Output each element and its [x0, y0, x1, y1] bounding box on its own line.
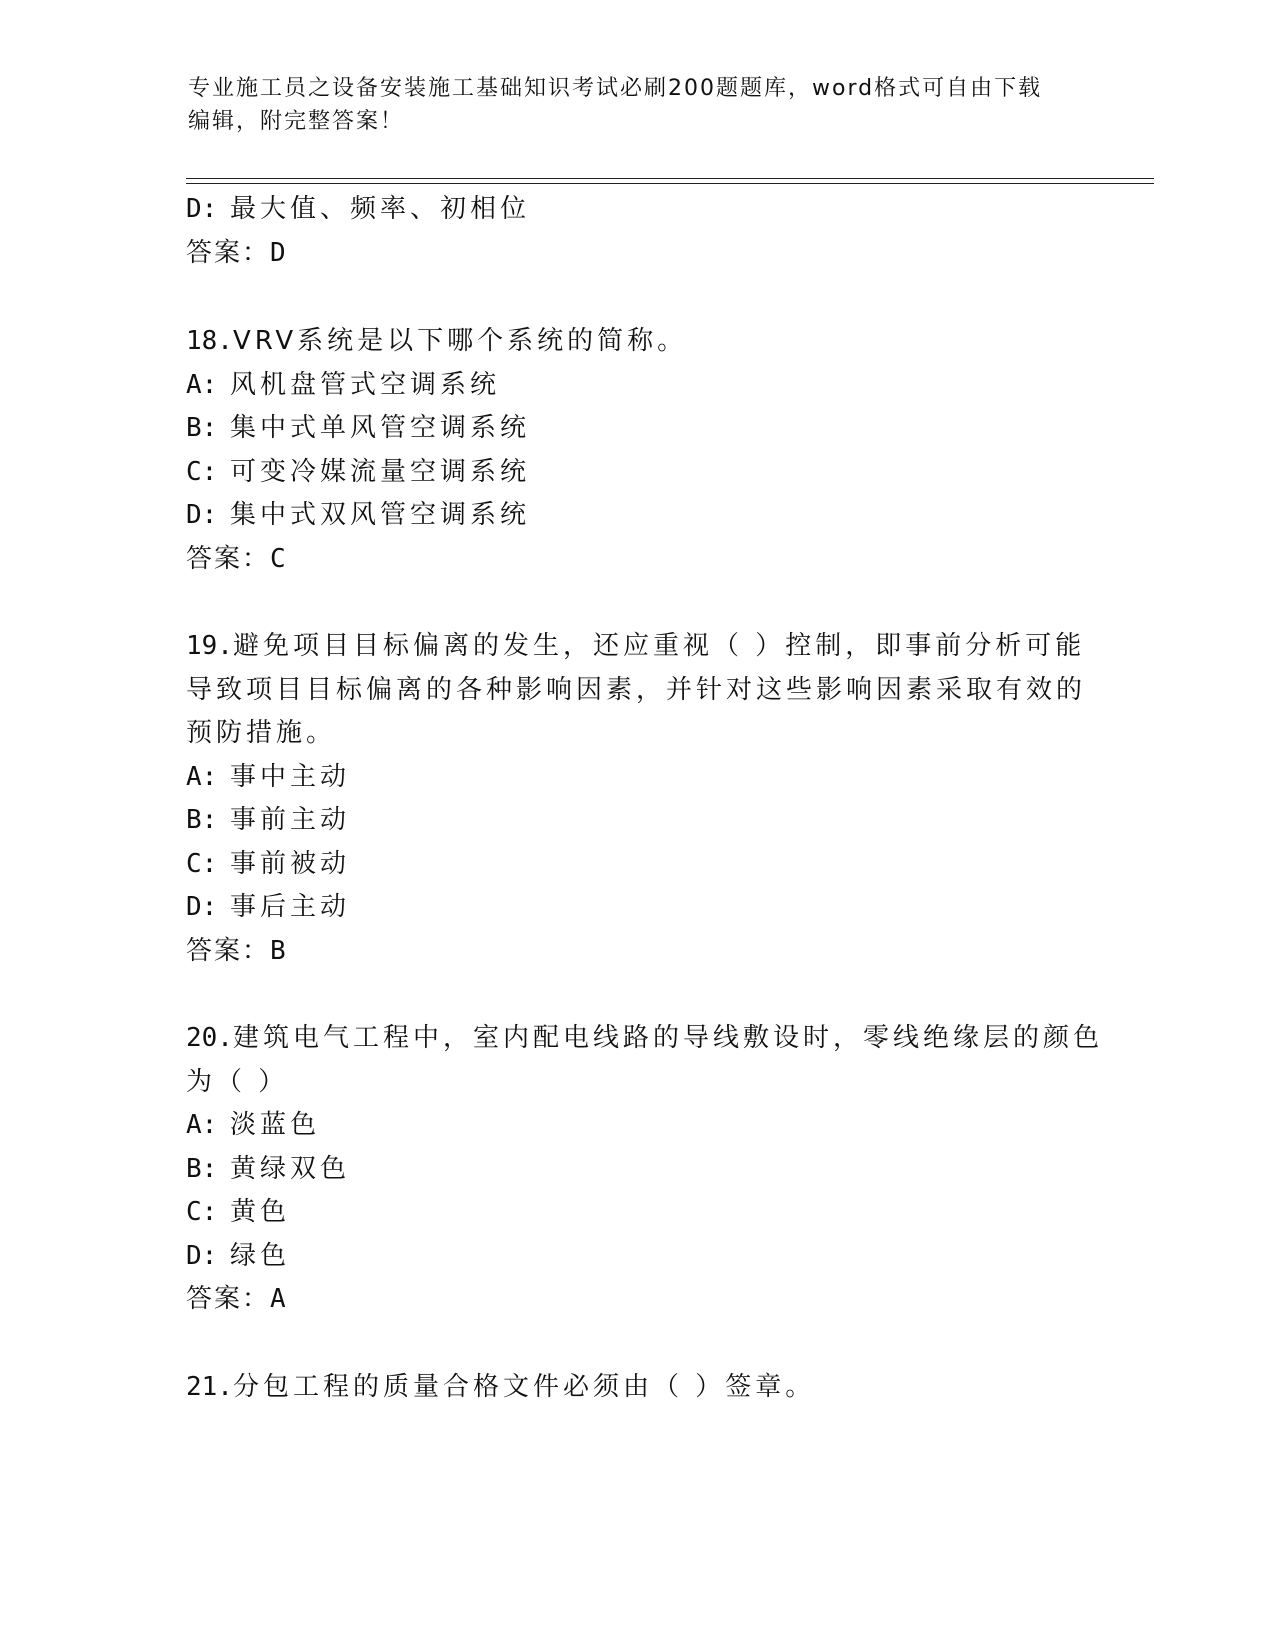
q19-stem-line-3: 预防措施。: [186, 718, 337, 748]
option-label: B:: [186, 805, 218, 835]
q20-stem-line-2: 为（ ）: [186, 1067, 289, 1097]
q20-answer: [186, 1282, 286, 1316]
header-title-line-2: 编辑，附完整答案！: [188, 109, 405, 134]
question-number: 21.: [186, 1372, 233, 1402]
question-number: 18.: [186, 326, 233, 356]
q20-stem-line-1: [186, 1021, 1103, 1055]
option-label: B:: [186, 1154, 218, 1184]
option-text: 黄色: [230, 1197, 291, 1227]
option-text: 最大值、频率、初相位: [230, 194, 531, 224]
answer-value: B: [270, 936, 286, 966]
option-text: 可变冷媒流量空调系统: [230, 457, 531, 487]
q19-answer: [186, 934, 286, 968]
header-title-line-1: 专业施工员之设备安装施工基础知识考试必刷200题题库，word格式可自由下载: [188, 76, 1043, 101]
question-number: 19.: [186, 631, 233, 661]
option-label: D:: [186, 194, 218, 224]
q19-option-d: [186, 890, 350, 924]
q19-stem-line-1: [186, 629, 1085, 663]
q17-option-d: [186, 192, 530, 226]
q21-stem: [186, 1370, 815, 1404]
q20-option-d: [186, 1239, 290, 1273]
option-text: 风机盘管式空调系统: [230, 370, 501, 400]
option-text: 黄绿双色: [230, 1154, 351, 1184]
option-label: A:: [186, 762, 218, 792]
q19-option-a: [186, 760, 350, 794]
q20-option-b: [186, 1152, 350, 1186]
answer-value: A: [270, 1284, 286, 1314]
option-label: C:: [186, 457, 218, 487]
option-text: 事后主动: [230, 892, 351, 922]
question-number: 20.: [186, 1023, 233, 1053]
option-label: D:: [186, 1241, 218, 1271]
option-text: 事前主动: [230, 805, 351, 835]
option-text: 集中式双风管空调系统: [230, 500, 531, 530]
answer-label: 答案：: [186, 936, 271, 966]
answer-label: 答案：: [186, 238, 271, 268]
answer-value: D: [270, 238, 286, 268]
option-label: B:: [186, 413, 218, 443]
option-text: 事中主动: [230, 762, 351, 792]
q19-option-b: [186, 803, 350, 837]
question-text: 分包工程的质量合格文件必须由（ ）签章。: [232, 1372, 816, 1402]
option-label: D:: [186, 892, 218, 922]
q18-option-c: [186, 455, 530, 489]
question-text: VRV系统是以下哪个系统的简称。: [232, 326, 688, 356]
option-text: 绿色: [230, 1241, 291, 1271]
question-text: 建筑电气工程中，室内配电线路的导线敷设时，零线绝缘层的颜色: [232, 1023, 1103, 1053]
option-label: A:: [186, 370, 218, 400]
option-label: C:: [186, 849, 218, 879]
q18-stem: [186, 324, 687, 358]
option-text: 淡蓝色: [230, 1110, 321, 1140]
q18-option-b: [186, 411, 530, 445]
answer-label: 答案：: [186, 1284, 271, 1314]
q18-answer: [186, 542, 286, 576]
option-label: C:: [186, 1197, 218, 1227]
q20-option-c: [186, 1195, 290, 1229]
answer-label: 答案：: [186, 544, 271, 574]
header-rule-top: [186, 178, 1154, 179]
option-text: 事前被动: [230, 849, 351, 879]
answer-value: C: [270, 544, 286, 574]
option-text: 集中式单风管空调系统: [230, 413, 531, 443]
q18-option-a: [186, 368, 500, 402]
header-rule-bottom: [186, 183, 1154, 184]
q18-option-d: [186, 498, 530, 532]
q17-answer: [186, 236, 286, 270]
option-label: D:: [186, 500, 218, 530]
option-label: A:: [186, 1110, 218, 1140]
q19-option-c: [186, 847, 350, 881]
q20-option-a: [186, 1108, 320, 1142]
q19-stem-line-2: 导致项目目标偏离的各种影响因素，并针对这些影响因素采取有效的: [186, 675, 1087, 705]
question-text: 避免项目目标偏离的发生，还应重视（ ）控制，即事前分析可能: [232, 631, 1086, 661]
page-header: [188, 72, 1068, 138]
